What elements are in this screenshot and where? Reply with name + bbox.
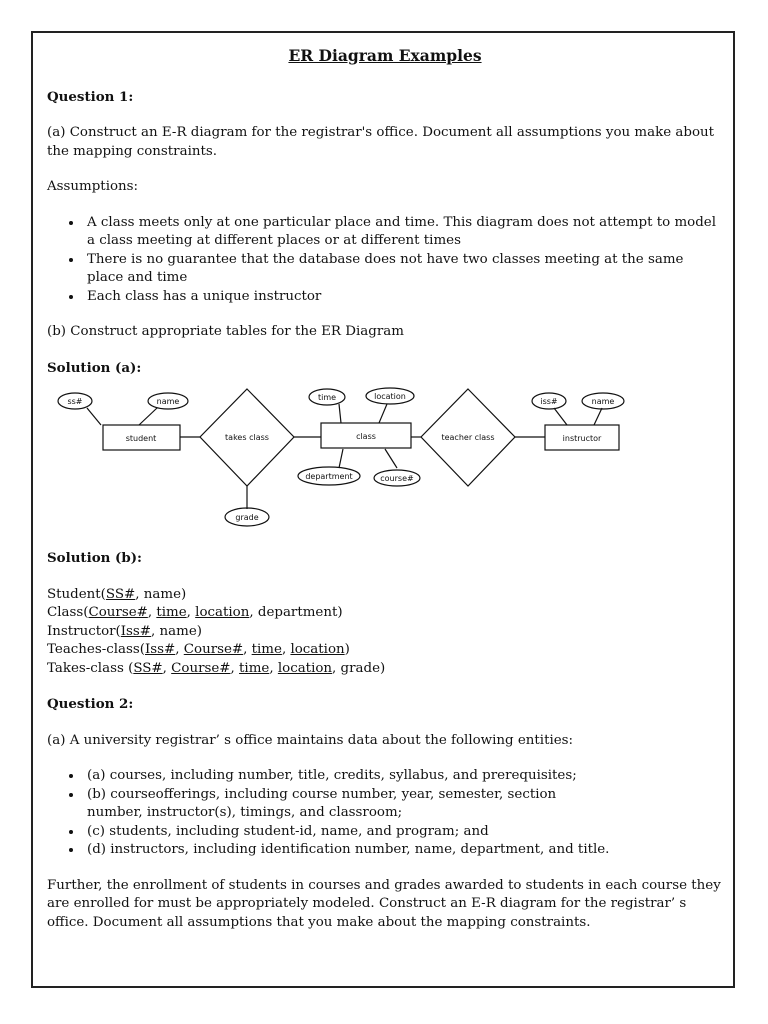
question-2-further: Further, the enrollment of students in courses and grades awarded to students in each course they are enrolled for must be appropriately modeled. Construct an E-R diagram for the registrar’ s office. Document all assumptions that you make about the mapping constraints.	[47, 877, 721, 930]
entity-item: • (d) instructors, including identification number, name, department, and title.	[83, 841, 723, 860]
entities-list	[47, 767, 723, 860]
primary-key: location	[195, 605, 250, 620]
assumptions-label: Assumptions:	[47, 179, 139, 194]
primary-key: time	[156, 605, 187, 620]
primary-key: SS#	[105, 586, 136, 602]
document-content	[47, 47, 723, 949]
question-1-part-b: (b) Construct appropriate tables for the ER Diagram	[47, 324, 404, 339]
connector-line	[594, 408, 602, 425]
attribute-course-label: course#	[380, 474, 414, 483]
attribute-iss-label: iss#	[540, 397, 558, 406]
schema-text: , department)	[249, 605, 343, 620]
attribute-location-label: location	[374, 392, 406, 401]
schema-text: ,	[147, 605, 157, 620]
question-2-part-a: (a) A university registrar’ s office maintains data about the following entities:	[47, 732, 574, 748]
question-2-heading: Question 2:	[47, 696, 134, 712]
primary-key: SS#	[133, 660, 163, 676]
schema-text: ,	[230, 660, 240, 676]
entity-student-label: student	[125, 434, 157, 443]
assumption-item: • Each class has a unique instructor	[83, 288, 723, 307]
schema-text: ,	[243, 642, 252, 657]
schema-text: )	[344, 642, 350, 657]
primary-key: Course#	[88, 605, 148, 620]
solution-a-heading: Solution (a):	[47, 359, 142, 376]
connector-line	[385, 449, 397, 468]
primary-key: Course#	[183, 642, 244, 657]
entity-class-label: class	[356, 432, 376, 441]
primary-key: Iss#	[144, 642, 176, 657]
entity-item: • (a) courses, including number, title, credits, syllabus, and prerequisites;	[83, 767, 723, 786]
primary-key: time	[251, 642, 282, 657]
schema-text: Teaches-class(	[47, 642, 145, 657]
primary-key: Iss#	[120, 623, 152, 639]
attribute-name-instructor-label: name	[591, 397, 615, 406]
attribute-grade-label: grade	[235, 513, 259, 522]
connector-line	[139, 408, 157, 425]
schema-text: ,	[269, 660, 278, 676]
page-title: ER Diagram Examples	[288, 46, 482, 65]
primary-key: time	[239, 660, 270, 676]
assumptions-list	[47, 214, 723, 307]
primary-key: Course#	[171, 660, 231, 676]
schema-text: Instructor(	[47, 623, 121, 639]
attribute-name-label: name	[156, 397, 180, 406]
question-1-part-a: (a) Construct an E-R diagram for the registrar's office. Document all assumptions you make about the mapping constraints.	[47, 125, 715, 159]
schema-text: ,	[281, 642, 291, 657]
connector-line	[554, 408, 567, 425]
primary-key: location	[277, 660, 333, 676]
table-class	[47, 604, 723, 623]
primary-key: location	[290, 642, 345, 657]
schema-text: ,	[162, 660, 172, 676]
schema-text: Class(	[47, 605, 89, 620]
table-instructor	[47, 623, 723, 642]
connector-line	[339, 449, 343, 468]
assumption-item: • There is no guarantee that the database does not have two classes meeting at the same place and time	[83, 251, 723, 288]
question-1-heading: Question 1:	[47, 88, 134, 105]
er-diagram	[39, 385, 719, 541]
schema-text: Student(	[47, 586, 106, 602]
table-student	[47, 586, 723, 605]
schema-text: ,	[175, 642, 184, 657]
schema-text: , name)	[135, 586, 187, 602]
relationship-teacher-class-label: teacher class	[441, 433, 495, 442]
schema-text: Takes-class (	[47, 660, 134, 676]
connector-line	[379, 404, 387, 423]
connector-line	[87, 408, 101, 425]
entity-item: • (c) students, including student-id, name, and program; and	[83, 823, 723, 842]
er-diagram-svg	[39, 385, 719, 541]
schema-text: ,	[186, 605, 196, 620]
attribute-ss-label: ss#	[67, 397, 83, 406]
solution-b-heading: Solution (b):	[47, 550, 143, 566]
schema-text: , grade)	[332, 660, 386, 676]
table-takes-class	[47, 660, 723, 679]
assumption-item: • A class meets only at one particular place and time. This diagram does not attempt to model a class meeting at different places or at different times	[83, 214, 723, 251]
attribute-department-label: department	[305, 472, 353, 481]
page-frame	[31, 31, 735, 988]
connector-line	[339, 404, 341, 423]
entity-instructor-label: instructor	[562, 434, 602, 443]
table-teaches-class	[47, 641, 723, 660]
entity-item: • (b) courseofferings, including course number, year, semester, section number, instructor(s), timings, and classroom;	[83, 786, 723, 823]
relationship-takes-class-label: takes class	[225, 433, 269, 442]
relation-schemas	[47, 586, 723, 679]
attribute-time-label: time	[317, 393, 337, 402]
schema-text: , name)	[151, 623, 202, 639]
